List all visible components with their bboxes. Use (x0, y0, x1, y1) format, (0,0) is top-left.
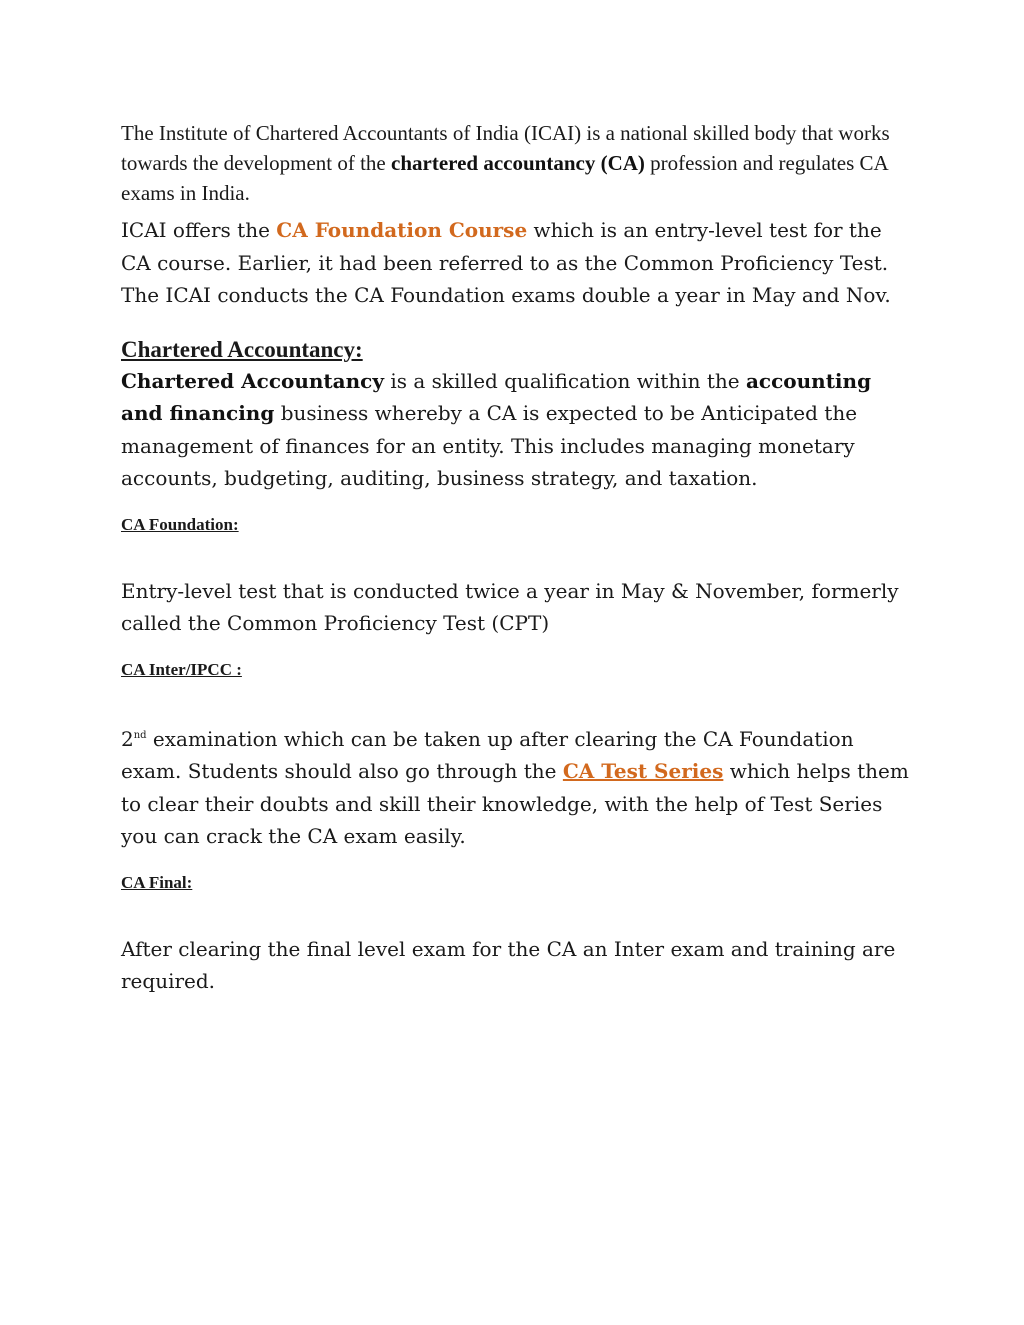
ca-inter-heading: CA Inter/IPCC : (121, 659, 242, 679)
inter-number: 2 (121, 726, 134, 751)
inter-ordinal-suffix: nd (133, 729, 147, 741)
ca-inter-paragraph (121, 720, 911, 853)
icai-paragraph (121, 214, 911, 312)
ca-final-paragraph: After clearing the final level exam for the CA an Inter exam and training are required. (121, 936, 896, 993)
chartered-bold-a: Chartered Accountancy (121, 368, 384, 393)
intro-bold-term: chartered accountancy (CA) (391, 151, 645, 175)
intro-paragraph (121, 118, 911, 208)
chartered-text-b: business whereby a CA is expected to be Anticipated the management of finances for an entity. This includes managing monetary accounts, budgeting, auditing, business strategy, and taxation. (121, 401, 858, 490)
ca-test-series-link[interactable]: CA Test Series (562, 759, 724, 783)
chartered-text-a: is a skilled qualification within the (383, 368, 746, 393)
chartered-accountancy-heading: Chartered Accountancy: (121, 336, 363, 362)
intro-text-a: The Institute of Chartered Accountants of India (ICAI) is a national skilled body that works towards the development of the (121, 121, 890, 175)
ca-foundation-heading: CA Foundation: (121, 514, 239, 534)
ca-foundation-paragraph: Entry-level test that is conducted twice a year in May & November, formerly called the Common Proficiency Test (CPT) (121, 578, 899, 635)
ca-final-heading: CA Final: (121, 872, 193, 892)
icai-text-a: ICAI offers the (121, 218, 277, 242)
inter-text-a: examination which can be taken up after clearing the CA Foundation exam. Students should also go through the (121, 726, 854, 783)
icai-text-b: which is an entry-level test for the CA course. Earlier, it had been referred to as the Common Proficiency Test. The ICAI conducts the CA Foundation exams double a year in May and Nov. (121, 218, 891, 307)
document-page (121, 118, 911, 998)
ca-foundation-course-highlight: CA Foundation Course (276, 218, 528, 242)
intro-text-b: profession and regulates CA exams in India. (121, 151, 888, 205)
chartered-bold-b: accounting and financing (121, 368, 872, 425)
chartered-paragraph (121, 365, 911, 495)
inter-text-b: which helps them to clear their doubts and skill their knowledge, with the help of Test Series you can crack the CA exam easily. (121, 759, 909, 848)
